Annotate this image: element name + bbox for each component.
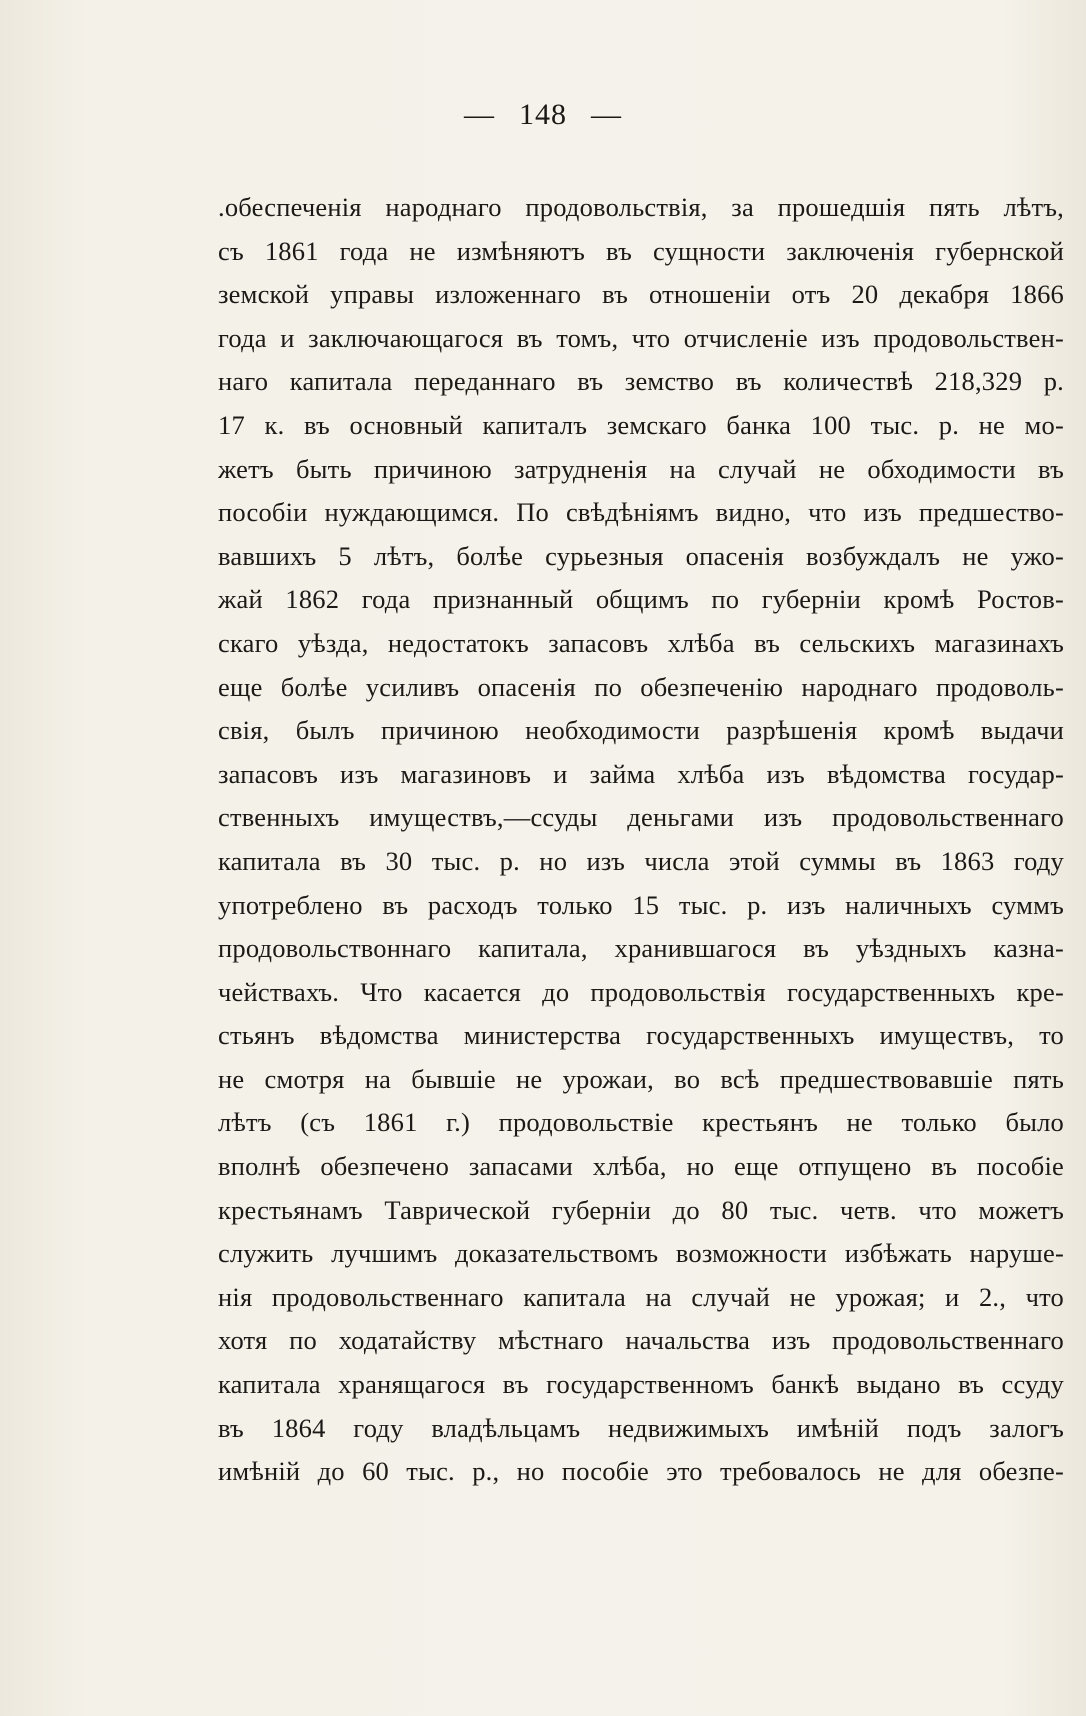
text-line: вполнѣ обезпечено запасами хлѣба, но еще отпущено въ пособіе	[218, 1151, 1064, 1182]
text-line: 17 к. въ основный капиталъ земскаго банка 100 тыс. р. не мо-	[218, 409, 1064, 440]
text-line: употреблено въ расходъ только 15 тыс. р. изъ наличныхъ суммъ	[218, 889, 1064, 920]
text-line: ственныхъ имуществъ,—ссуды деньгами изъ продовольственнаго	[218, 802, 1064, 833]
header-dash-left: —	[464, 98, 495, 131]
text-line: запасовъ изъ магазиновъ и займа хлѣба изъ вѣдомства государ-	[218, 758, 1064, 789]
text-line: вавшихъ 5 лѣтъ, болѣе сурьезныя опасенія возбуждалъ не ужо-	[218, 540, 1064, 571]
page-number: 148	[519, 98, 567, 131]
text-line: скаго уѣзда, недостатокъ запасовъ хлѣба въ сельскихъ магазинахъ	[218, 627, 1064, 658]
text-line: еще болѣе усиливъ опасенія по обезпеченію народнаго продоволь-	[218, 671, 1064, 702]
text-line: чействахъ. Что касается до продовольствія государственныхъ кре-	[218, 976, 1064, 1007]
text-line: года и заключающагося въ томъ, что отчисленіе изъ продовольствен-	[218, 322, 1064, 353]
text-line: жетъ быть причиною затрудненія на случай не обходимости въ	[218, 453, 1064, 484]
text-line: наго капитала переданнаго въ земство въ количествѣ 218,329 р.	[218, 366, 1064, 397]
text-line: нія продовольственнаго капитала на случай не урожая; и 2., что	[218, 1281, 1064, 1312]
text-line: лѣтъ (съ 1861 г.) продовольствіе крестьянъ не только было	[218, 1107, 1064, 1138]
body-text	[218, 186, 1064, 1494]
text-line: земской управы изложеннаго въ отношеніи отъ 20 декабря 1866	[218, 279, 1064, 310]
text-line: пособіи нуждающимся. По свѣдѣніямъ видно, что изъ предшество-	[218, 497, 1064, 528]
text-line: не смотря на бывшіе не урожаи, во всѣ предшествовавшіе пять	[218, 1063, 1064, 1094]
header-dash-right: —	[591, 98, 622, 131]
text-line: жай 1862 года признанный общимъ по губерніи кромѣ Ростов-	[218, 584, 1064, 615]
text-line: служить лучшимъ доказательствомъ возможности избѣжать наруше-	[218, 1238, 1064, 1269]
text-line: имѣній до 60 тыс. р., но пособіе это требовалось не для обезпе-	[218, 1456, 1064, 1487]
text-line: .обеспеченія народнаго продовольствія, за прошедшія пять лѣтъ,	[218, 192, 1064, 222]
text-line: крестьянамъ Таврической губерніи до 80 тыс. четв. что можетъ	[218, 1194, 1064, 1225]
page-header	[0, 98, 1086, 132]
text-line: капитала въ 30 тыс. р. но изъ числа этой суммы въ 1863 году	[218, 845, 1064, 876]
text-line: съ 1861 года не измѣняютъ въ сущности заключенія губернской	[218, 235, 1064, 266]
text-line: стьянъ вѣдомства министерства государственныхъ имуществъ, то	[218, 1020, 1064, 1051]
text-line: свія, былъ причиною необходимости разрѣшенія кромѣ выдачи	[218, 715, 1064, 746]
text-line: въ 1864 году владѣльцамъ недвижимыхъ имѣній подъ залогъ	[218, 1412, 1064, 1443]
text-line: хотя по ходатайству мѣстнаго начальства изъ продовольственнаго	[218, 1325, 1064, 1356]
text-line: капитала хранящагося въ государственномъ банкѣ выдано въ ссуду	[218, 1369, 1064, 1400]
text-line: продовольствоннаго капитала, хранившагося въ уѣздныхъ казна-	[218, 933, 1064, 964]
